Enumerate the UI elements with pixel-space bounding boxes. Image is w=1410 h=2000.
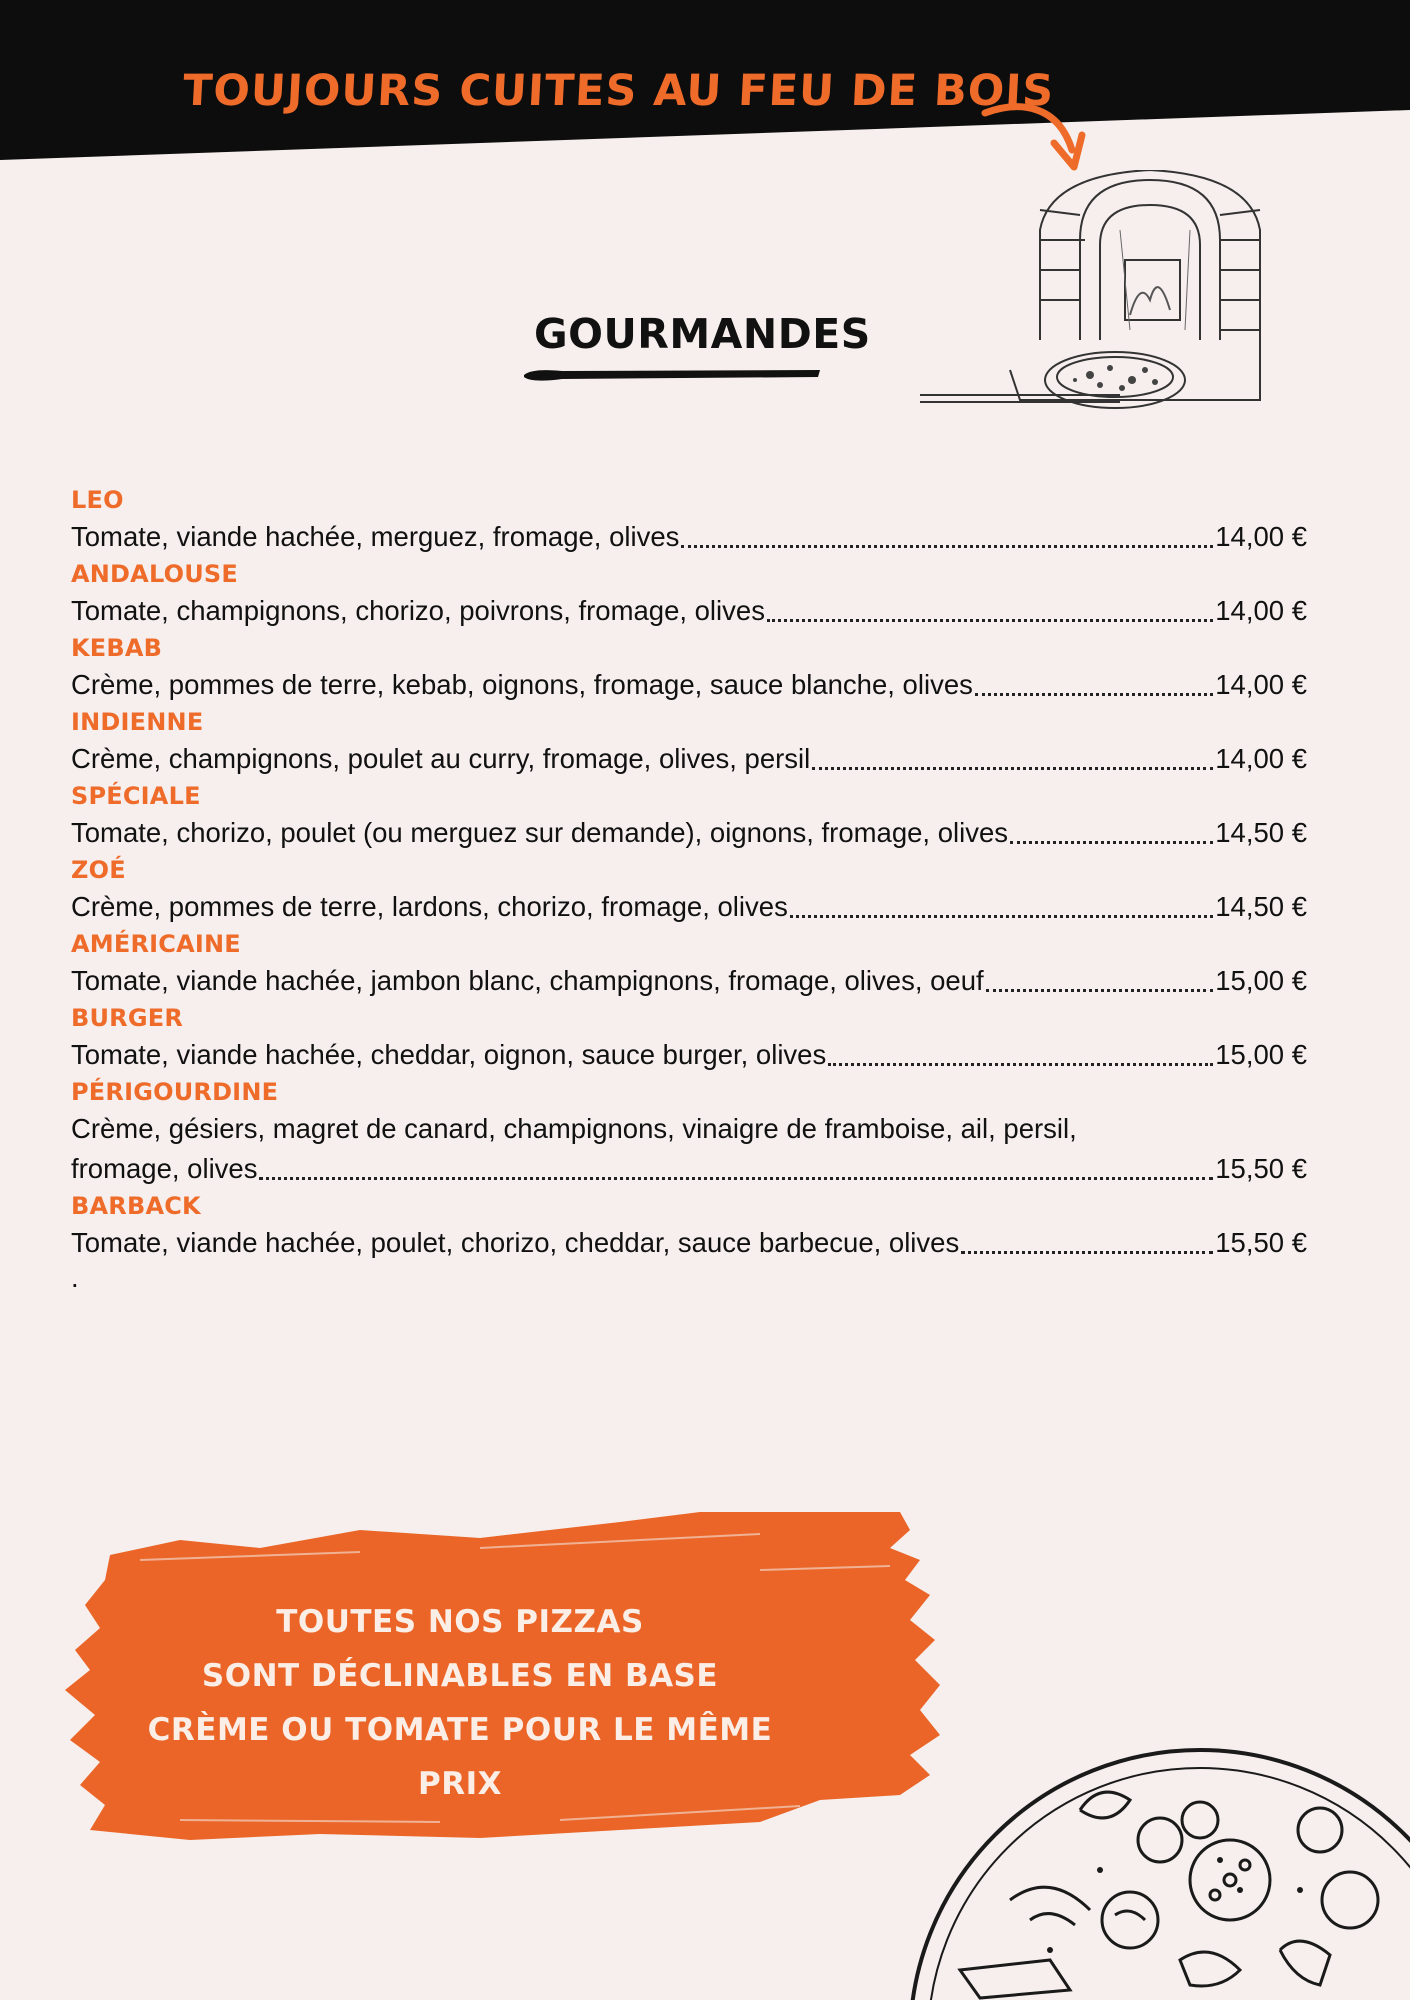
item-price: 15,00 € bbox=[1215, 965, 1307, 996]
dot-leader bbox=[975, 693, 1213, 696]
item-description: Tomate, viande hachée, merguez, fromage, olives bbox=[71, 521, 680, 552]
pizza-sketch-illustration bbox=[900, 1720, 1410, 2000]
dot-leader bbox=[986, 989, 1214, 992]
dot-leader bbox=[767, 619, 1213, 622]
wood-oven-illustration bbox=[900, 170, 1350, 440]
item-name: SPÉCIALE bbox=[71, 782, 201, 810]
menu-item bbox=[71, 705, 1307, 779]
dot-leader bbox=[1010, 841, 1213, 844]
item-name: ANDALOUSE bbox=[71, 560, 238, 588]
dot-leader bbox=[812, 767, 1213, 770]
item-description: Tomate, chorizo, poulet (ou merguez sur demande), oignons, fromage, olives bbox=[71, 817, 1009, 848]
item-name: LEO bbox=[71, 486, 124, 514]
promo-line: CRÈME OU TOMATE POUR LE MÊME PRIX bbox=[147, 1712, 773, 1802]
item-description: Tomate, viande hachée, poulet, chorizo, cheddar, sauce barbecue, olives bbox=[71, 1227, 960, 1258]
item-name: AMÉRICAINE bbox=[71, 930, 241, 958]
menu-item bbox=[71, 1189, 1307, 1263]
menu-item bbox=[71, 631, 1307, 705]
item-description: Tomate, viande hachée, jambon blanc, champignons, fromage, olives, oeuf bbox=[71, 965, 984, 996]
item-price: 15,50 € bbox=[1215, 1227, 1307, 1258]
item-name: ZOÉ bbox=[71, 856, 126, 884]
item-description: Tomate, champignons, chorizo, poivrons, fromage, olives bbox=[71, 595, 765, 626]
tagline: TOUJOURS CUITES AU FEU DE BOIS bbox=[181, 66, 1056, 116]
section-title: GOURMANDES bbox=[534, 310, 871, 358]
dot-leader bbox=[828, 1063, 1213, 1066]
trailing-mark: . bbox=[71, 1262, 79, 1293]
arrow-icon bbox=[980, 95, 1095, 175]
item-price: 15,50 € bbox=[1215, 1153, 1307, 1184]
item-description: Crème, pommes de terre, lardons, chorizo, fromage, olives bbox=[71, 891, 788, 922]
item-price: 15,00 € bbox=[1215, 1039, 1307, 1070]
menu-item bbox=[71, 1075, 1307, 1189]
item-price: 14,00 € bbox=[1215, 743, 1307, 774]
menu-item bbox=[71, 483, 1307, 557]
menu-list bbox=[71, 483, 1307, 1293]
promo-line: TOUTES NOS PIZZAS bbox=[276, 1604, 644, 1640]
item-name: BARBACK bbox=[71, 1192, 201, 1220]
dot-leader bbox=[961, 1251, 1213, 1254]
menu-item bbox=[71, 779, 1307, 853]
item-name: PÉRIGOURDINE bbox=[71, 1078, 279, 1106]
item-price: 14,00 € bbox=[1215, 521, 1307, 552]
item-price: 14,50 € bbox=[1215, 891, 1307, 922]
dot-leader bbox=[790, 915, 1213, 918]
promo-line: SONT DÉCLINABLES EN BASE bbox=[201, 1658, 719, 1694]
item-price: 14,00 € bbox=[1215, 669, 1307, 700]
item-price: 14,50 € bbox=[1215, 817, 1307, 848]
item-description: fromage, olives bbox=[71, 1153, 258, 1184]
title-underline bbox=[522, 365, 822, 385]
item-name: BURGER bbox=[71, 1004, 184, 1032]
dot-leader bbox=[259, 1177, 1213, 1180]
dot-leader bbox=[681, 545, 1213, 548]
item-description: Tomate, viande hachée, cheddar, oignon, sauce burger, olives bbox=[71, 1039, 827, 1070]
item-price: 14,00 € bbox=[1215, 595, 1307, 626]
menu-item bbox=[71, 557, 1307, 631]
item-name: KEBAB bbox=[71, 634, 163, 662]
menu-item bbox=[71, 927, 1307, 1001]
item-name: INDIENNE bbox=[71, 708, 204, 736]
promo-text bbox=[110, 1595, 810, 1811]
menu-item bbox=[71, 853, 1307, 927]
item-description-line1: Crème, gésiers, magret de canard, champignons, vinaigre de framboise, ail, persil, bbox=[71, 1113, 1077, 1144]
menu-item bbox=[71, 1001, 1307, 1075]
item-description: Crème, pommes de terre, kebab, oignons, fromage, sauce blanche, olives bbox=[71, 669, 973, 700]
item-description: Crème, champignons, poulet au curry, fromage, olives, persil bbox=[71, 743, 811, 774]
